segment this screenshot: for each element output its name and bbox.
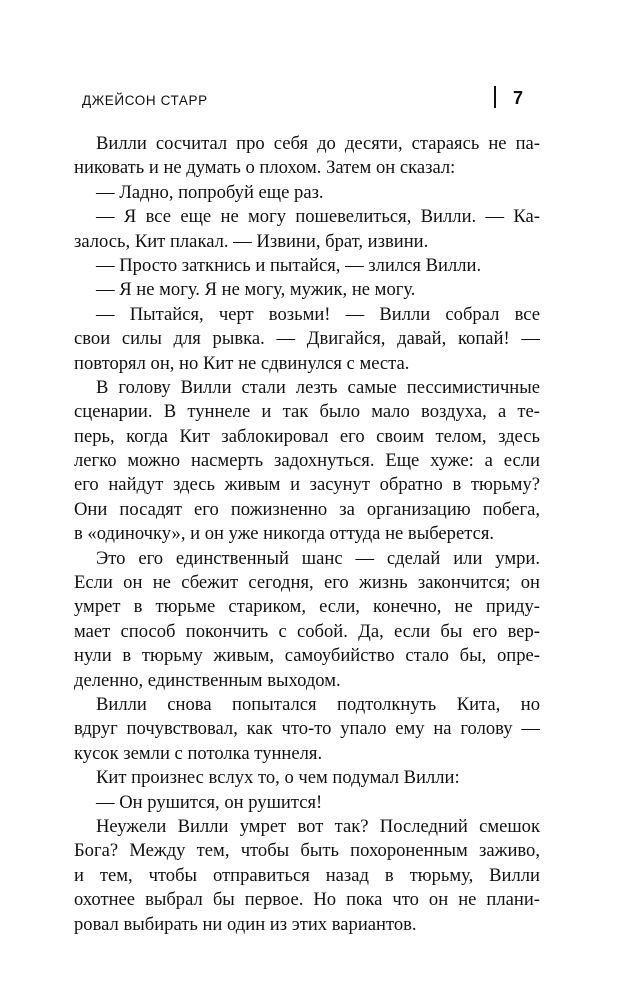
- text-line: Вилли снова попытался подтолкнуть Кита, но: [96, 693, 540, 715]
- text-line: Если он не сбежит сегодня, его жизнь закончится; он: [74, 572, 540, 594]
- text-line: Вилли сосчитал про себя до десяти, стараясь не па-: [96, 133, 540, 154]
- text-line: ровал выбирать ни один из этих вариантов.: [74, 913, 417, 935]
- text-line: охотнее выбрал бы первое. Но пока что он не плани-: [74, 889, 540, 911]
- text-line: легко можно насмерть задохнуться. Еще хуже: а если: [74, 450, 540, 472]
- text-line: — Ладно, попробуй еще раз.: [96, 181, 324, 203]
- text-line: Кит произнес вслух то, о чем подумал Вилли:: [96, 767, 460, 789]
- text-line: — Я не могу. Я не могу, мужик, не могу.: [96, 279, 416, 301]
- text-line: и тем, чтобы отправиться назад в тюрьму, Вилли: [74, 864, 540, 886]
- text-line: Они посадят его пожизненно за организацию побега,: [74, 498, 540, 520]
- text-line: — Я все еще не могу пошевелиться, Вилли. — Ка-: [96, 206, 540, 228]
- page-number: 7: [513, 88, 524, 108]
- text-line: вдруг почувствовал, как что-то упало ему на голову —: [74, 718, 540, 740]
- text-line: залось, Кит плакал. — Извини, брат, извини.: [74, 230, 429, 252]
- running-header-author: ДЖЕЙСОН СТАРР: [82, 93, 208, 108]
- text-line: в «одиночку», и он уже никогда оттуда не выберется.: [74, 523, 495, 545]
- text-line: Это его единственный шанс — сделай или умри.: [96, 547, 540, 569]
- body-text: [74, 132, 540, 937]
- text-line: свои силы для рывка. — Двигайся, давай, копай! —: [74, 328, 540, 350]
- text-line: сценарии. В туннеле и так было мало воздуха, а те-: [74, 401, 540, 423]
- text-line: кусок земли с потолка туннеля.: [74, 742, 323, 764]
- text-line: Неужели Вилли умрет вот так? Последний смешок: [96, 815, 540, 837]
- text-line: мает способ покончить с собой. Да, если бы его вер-: [74, 620, 540, 642]
- text-line: Бога? Между тем, чтобы быть похороненным заживо,: [74, 840, 540, 862]
- text-line: нули в тюрьму живым, самоубийство стало бы, опре-: [74, 645, 540, 667]
- header-divider: [494, 86, 496, 108]
- text-line: никовать и не думать о плохом. Затем он сказал:: [74, 157, 456, 179]
- text-line: — Пытайся, черт возьми! — Вилли собрал все: [96, 303, 540, 325]
- text-line: В голову Вилли стали лезть самые пессимистичные: [96, 376, 540, 398]
- text-line: — Он рушится, он рушится!: [96, 791, 323, 813]
- text-line: повторял он, но Кит не сдвинулся с места.: [74, 352, 410, 374]
- text-line: — Просто заткнись и пытайся, — злился Вилли.: [96, 254, 482, 276]
- text-line: деленно, единственным выходом.: [74, 669, 341, 691]
- text-line: умрет в тюрьме стариком, если, конечно, не приду-: [74, 596, 540, 618]
- text-line: перь, когда Кит заблокировал его своим телом, здесь: [74, 425, 540, 447]
- text-line: его найдут здесь живым и засунут обратно в тюрьму?: [74, 474, 540, 496]
